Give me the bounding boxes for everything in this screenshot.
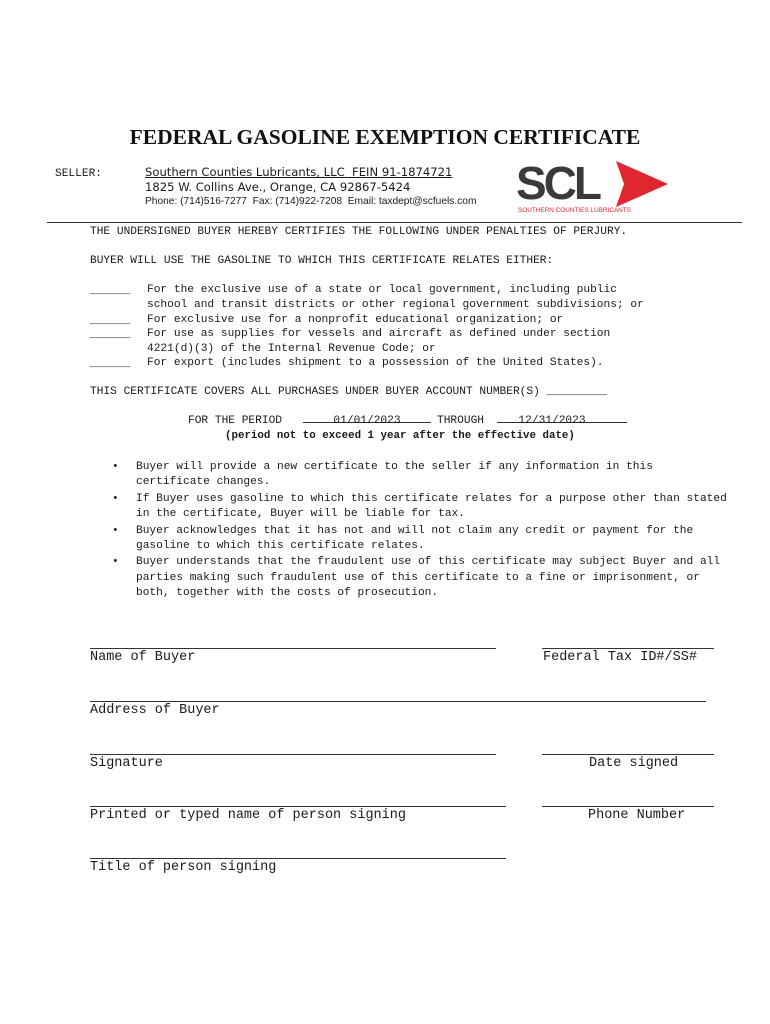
address-of-buyer-label: Address of Buyer <box>90 703 220 718</box>
title-of-person-label: Title of person signing <box>90 860 277 875</box>
printed-name-label: Printed or typed name of person signing <box>90 808 406 823</box>
logo-arrow-icon <box>616 161 668 207</box>
option-blank-4[interactable]: ______ <box>90 358 131 370</box>
federal-tax-id-label: Federal Tax ID#/SS# <box>543 650 697 665</box>
end-date-field[interactable]: 12/31/2023 <box>518 415 586 427</box>
seller-label: SELLER: <box>55 168 102 180</box>
bullet-icon: • <box>112 492 119 505</box>
bullet-icon: • <box>112 461 119 473</box>
address-of-buyer-line[interactable] <box>90 701 706 702</box>
seller-address-line: 1825 W. Collins Ave., Orange, CA 92867-5424 <box>145 180 411 194</box>
option-3-line-1: For use as supplies for vessels and aircraft as defined under section <box>147 328 611 340</box>
printed-name-line[interactable] <box>90 806 506 807</box>
signature-line[interactable] <box>90 754 496 755</box>
list-item: • Buyer understands that the fraudulent use of this certificate may subject Buyer and all parties making such fraudulent use of this certificate to a fine or imprisonment, or both, together with the costs of prosecution. <box>112 556 721 599</box>
period-note: (period not to exceed 1 year after the effective date) <box>225 430 575 442</box>
period-label: FOR THE PERIOD <box>188 415 282 427</box>
option-4: For export (includes shipment to a possession of the United States). <box>147 357 604 369</box>
company-logo <box>512 157 672 215</box>
option-blank-3[interactable]: ______ <box>90 329 131 341</box>
list-item: • Buyer acknowledges that it has not and will not claim any credit or payment for the gasoline to which this certificate relates. <box>112 524 694 552</box>
document-title: FEDERAL GASOLINE EXEMPTION CERTIFICATE <box>129 125 641 149</box>
through-label: THROUGH <box>437 415 484 427</box>
option-3-line-2: 4221(d)(3) of the Internal Revenue Code; or <box>147 343 436 355</box>
header-divider <box>47 222 742 223</box>
seller-contact-line: Phone: (714)516-7277 Fax: (714)922-7208 Email: taxdept@scfuels.com <box>145 196 477 207</box>
date-signed-label: Date signed <box>589 756 679 771</box>
option-2: For exclusive use for a nonprofit educational organization; or <box>147 314 564 326</box>
buyer-use-intro: BUYER WILL USE THE GASOLINE TO WHICH THIS CERTIFICATE RELATES EITHER: <box>90 255 554 267</box>
seller-name-line: Southern Counties Lubricants, LLC FEIN 91-1874721 <box>145 165 453 179</box>
account-number-line: THIS CERTIFICATE COVERS ALL PURCHASES UNDER BUYER ACCOUNT NUMBER(S) _________ <box>90 386 607 398</box>
phone-number-label: Phone Number <box>588 808 686 823</box>
start-date-field[interactable]: 01/01/2023 <box>333 415 401 427</box>
title-of-person-line[interactable] <box>90 858 506 859</box>
option-blank-2[interactable]: ______ <box>90 315 131 327</box>
name-of-buyer-label: Name of Buyer <box>90 650 196 665</box>
acknowledgement-list <box>112 460 732 602</box>
option-1-line-1: For the exclusive use of a state or local government, including public <box>147 284 617 296</box>
certifies-statement: THE UNDERSIGNED BUYER HEREBY CERTIFIES THE FOLLOWING UNDER PENALTIES OF PERJURY. <box>90 226 628 238</box>
date-signed-line[interactable] <box>542 754 714 755</box>
logo-tagline: SOUTHERN COUNTIES LUBRICANTS <box>518 207 631 214</box>
option-blank-1[interactable]: ______ <box>90 285 131 297</box>
name-of-buyer-line[interactable] <box>90 648 496 649</box>
bullet-icon: • <box>112 556 119 569</box>
logo-text: SCL <box>516 157 599 209</box>
option-1-line-2: school and transit districts or other regional government subdivisions; or <box>147 299 644 311</box>
federal-tax-id-line[interactable] <box>542 648 714 649</box>
phone-number-line[interactable] <box>542 806 714 807</box>
bullet-icon: • <box>112 524 119 537</box>
list-item: • If Buyer uses gasoline to which this certificate relates for a purpose other than stated in the certificate, Buyer will be liable for tax. <box>112 492 727 520</box>
list-item: • Buyer will provide a new certificate to the seller if any information in this certificate changes. <box>112 461 653 489</box>
signature-label: Signature <box>90 756 163 771</box>
